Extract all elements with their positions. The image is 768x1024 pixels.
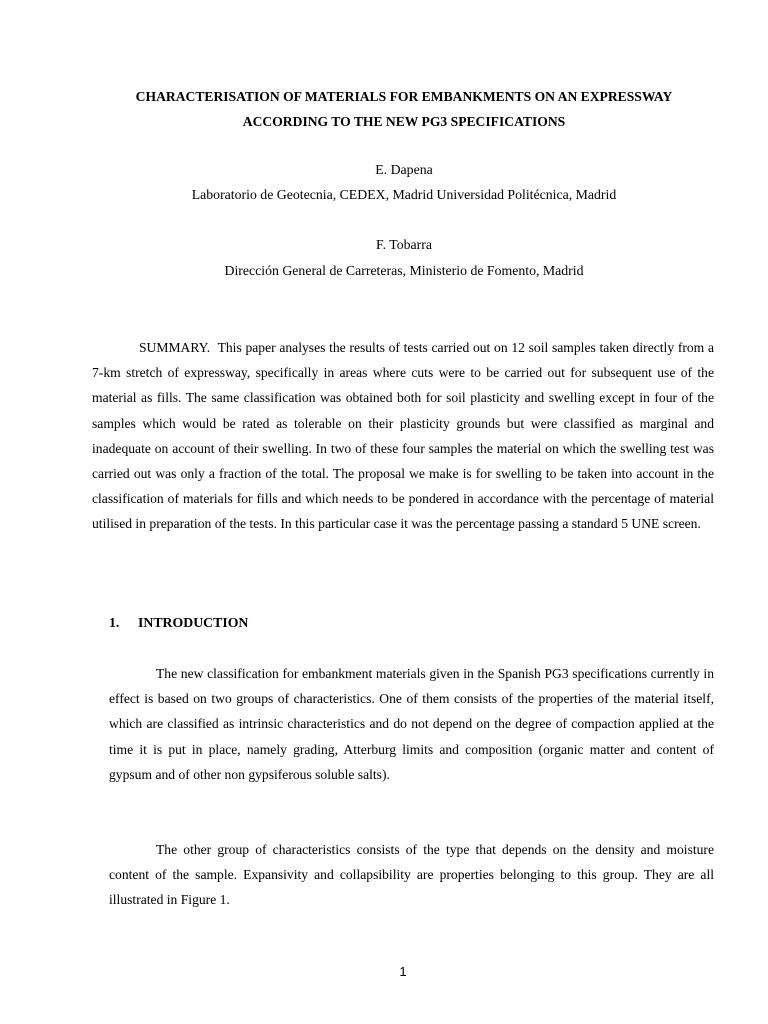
section-number: 1. — [109, 615, 120, 630]
summary-paragraph — [92, 335, 714, 537]
title-line-1: CHARACTERISATION OF MATERIALS FOR EMBANKMENTS ON AN EXPRESSWAY — [135, 89, 673, 104]
section-heading-introduction — [109, 613, 248, 633]
page-number: 1 — [399, 964, 407, 979]
intro-paragraph-2: The other group of characteristics consists of the type that depends on the density and moisture content of the sample. Expansivity and collapsibility are properties belonging to this group. They are all illustrated in Figure 1. — [109, 842, 714, 908]
summary-text: This paper analyses the results of tests carried out on 12 soil samples taken directly from a 7-km stretch of expressway, specifically in areas where cuts were to be carried out for subsequent use of the material as fills. The same classification was obtained both for soil plasticity and swelling except in four of the samples which would be rated as tolerable on their plasticity grounds but were classified as marginal and inadequate on account of their swelling. In two of these four samples the material on which the swelling test was carried out was only a fraction of the total. The proposal we make is for swelling to be taken into account in the classification of materials for fills and which needs to be pondered in accordance with the percentage of material utilised in preparation of the tests. In this particular case it was the percentage passing a standard 5 UNE screen. — [92, 340, 715, 532]
author-affiliation-2: Dirección General de Carreteras, Ministerio de Fomento, Madrid — [224, 263, 584, 278]
author-name-2: F. Tobarra — [376, 237, 432, 252]
summary-label: SUMMARY. — [139, 340, 211, 355]
paper-title — [60, 84, 748, 134]
author-affiliation-1: Laboratorio de Geotecnia, CEDEX, Madrid Universidad Politécnica, Madrid — [191, 187, 617, 202]
author-name-1: E. Dapena — [375, 162, 433, 177]
title-line-2: ACCORDING TO THE NEW PG3 SPECIFICATIONS — [242, 114, 566, 129]
intro-paragraph-1: The new classification for embankment materials given in the Spanish PG3 specifications currently in effect is based on two groups of characteristics. One of them consists of the properties of the material itself, which are classified as intrinsic characteristics and do not depend on the degree of compaction applied at the time it is put in place, namely grading, Atterburg limits and composition (organic matter and content of gypsum and of other non gypsiferous soluble salts). — [109, 666, 714, 782]
section-title: INTRODUCTION — [138, 615, 249, 630]
